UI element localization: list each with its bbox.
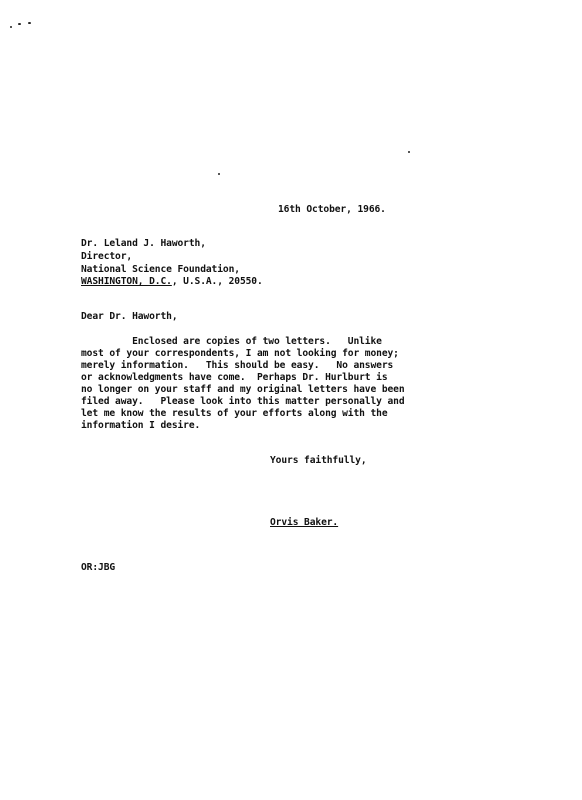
body-line: information I desire. xyxy=(81,420,201,431)
scan-speck xyxy=(28,22,31,24)
reference-initials: OR:JBG xyxy=(81,562,116,573)
salutation: Dear Dr. Haworth, xyxy=(81,311,178,322)
recipient-address-rest: , U.S.A., 20550. xyxy=(171,276,263,287)
scan-speck xyxy=(408,151,410,153)
body-line: Enclosed are copies of two letters. Unlike xyxy=(81,336,382,347)
body-line: merely information. This should be easy. No answers xyxy=(81,360,394,371)
body-line: let me know the results of your efforts along with the xyxy=(81,408,388,419)
closing: Yours faithfully, xyxy=(270,455,367,466)
scan-speck xyxy=(18,23,21,25)
signature: Orvis Baker. xyxy=(270,517,339,528)
recipient-title: Director, xyxy=(81,251,133,262)
letter-date: 16th October, 1966. xyxy=(278,204,386,215)
body-line: no longer on your staff and my original letters have been xyxy=(81,384,405,395)
body-line: most of your correspondents, I am not looking for money; xyxy=(81,348,399,359)
body-line: filed away. Please look into this matter personally and xyxy=(81,396,405,407)
recipient-organization: National Science Foundation, xyxy=(81,264,240,275)
recipient-name: Dr. Leland J. Haworth, xyxy=(81,238,206,249)
scan-speck xyxy=(218,173,220,175)
body-line: or acknowledgments have come. Perhaps Dr. Hurlburt is xyxy=(81,372,388,383)
recipient-address xyxy=(81,276,263,288)
recipient-city: WASHINGTON, D.C. xyxy=(81,276,172,287)
scan-speck xyxy=(10,26,12,28)
